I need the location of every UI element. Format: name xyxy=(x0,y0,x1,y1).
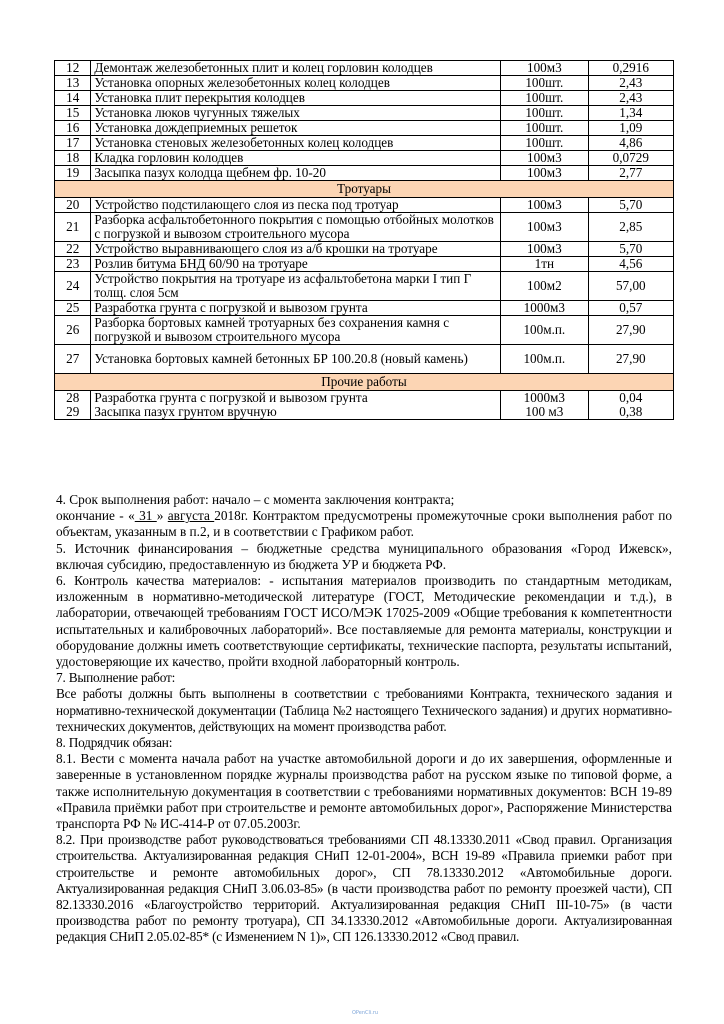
row-number: 19 xyxy=(55,166,91,181)
quantity: 2,43 xyxy=(588,91,673,106)
paragraph-8-1: 8.1. Вести с момента начала работ на участке автомобильной дороги и до их завершения, оформленные и заверенные в установленном порядке журналы производства работ на русском языке по типовой форме, а также исполнительную документация в соответствии с требованиями нормативных документов: ВСН 19-89 «Правила приёмки работ при строительстве и ремонте автомобильных дорог», Распоряжение Министерства транспорта РФ № ИС-414-Р от 07.05.2003г. xyxy=(56,751,672,832)
section-title: Тротуары xyxy=(55,181,674,198)
work-name: Устройство покрытия на тротуаре из асфальтобетона марки I тип Г толщ. слоя 5см xyxy=(91,272,501,301)
work-name: Разборка бортовых камней тротуарных без сохранения камня с погрузкой и вывозом строительного мусора xyxy=(91,316,501,345)
quantity: 1,09 xyxy=(588,121,673,136)
unit: 1000м3 xyxy=(501,391,589,406)
paragraph-4-start: 4. Срок выполнения работ: начало – с момента заключения контракта; xyxy=(56,492,455,507)
table-row xyxy=(55,345,674,374)
table-row xyxy=(55,242,674,257)
table-row xyxy=(55,213,674,242)
unit: 1тн xyxy=(501,257,589,272)
table-row xyxy=(55,316,674,345)
paragraph-8-title: 8. Подрядчик обязан: xyxy=(56,735,173,751)
quantity: 0,57 xyxy=(588,301,673,316)
table-row xyxy=(55,272,674,301)
row-number: 18 xyxy=(55,151,91,166)
deadline-prefix: окончание - « xyxy=(56,508,135,524)
work-name: Кладка горловин колодцев xyxy=(91,151,501,166)
works-table xyxy=(54,60,674,420)
work-name: Установка люков чугунных тяжелых xyxy=(91,106,501,121)
work-name: Демонтаж железобетонных плит и колец горловин колодцев xyxy=(91,61,501,76)
row-number: 29 xyxy=(55,405,91,420)
unit: 100м2 xyxy=(501,272,589,301)
work-name: Разработка грунта с погрузкой и вывозом грунта xyxy=(91,301,501,316)
quantity: 0,04 xyxy=(588,391,673,406)
paragraph-8-2: 8.2. При производстве работ руководствоваться требованиями СП 48.13330.2011 «Свод правил. Организация строительства. Актуализированная редакция СНиП 12-01-2004», ВСН 19-89 «Правила приемки работ при строительстве и ремонте автомобильных дорог», СП 78.13330.2012 «Автомобильные дороги. Актуализированная редакция СНиП 3.06.03-85» (в части производства работ по ремонту проезжей части), СП 82.13330.2016 «Благоустройство территорий. Актуализированная редакция СНиП III-10-75» (в части производства работ по ремонту тротуара), СП 34.13330.2012 «Автомобильные дороги. Актуализированная редакция СНиП 2.05.02-85* (с Изменением N 1)», СП 126.13330.2012 «Свод правил. xyxy=(56,832,672,945)
paragraph-7-title: 7. Выполнение работ: xyxy=(56,670,176,686)
quantity: 0,2916 xyxy=(588,61,673,76)
table-row xyxy=(55,136,674,151)
unit: 100м.п. xyxy=(501,316,589,345)
row-number: 15 xyxy=(55,106,91,121)
table-row xyxy=(55,301,674,316)
paragraph-7: Все работы должны быть выполнены в соответствии с требованиями Контракта, технического задания и нормативно-технической документации (Таблица №2 настоящего Технического задания) и других нормативно-технических документов, действующих на момент производства работ. xyxy=(56,686,672,734)
deadline-month: августа xyxy=(167,508,215,524)
quantity: 5,70 xyxy=(588,198,673,213)
section-header-other xyxy=(55,374,674,391)
row-number: 22 xyxy=(55,242,91,257)
watermark: OPenCli.ru xyxy=(352,1010,379,1016)
quantity: 2,85 xyxy=(588,213,673,242)
work-name: Засыпка пазух грунтом вручную xyxy=(91,405,501,420)
quantity: 2,43 xyxy=(588,76,673,91)
row-number: 12 xyxy=(55,61,91,76)
deadline-day: 31 xyxy=(134,508,157,524)
work-name: Разработка грунта с погрузкой и вывозом грунта xyxy=(91,391,501,406)
row-number: 27 xyxy=(55,345,91,374)
row-number: 25 xyxy=(55,301,91,316)
table-row xyxy=(55,257,674,272)
quantity: 1,34 xyxy=(588,106,673,121)
section-title: Прочие работы xyxy=(55,374,674,391)
row-number: 21 xyxy=(55,213,91,242)
row-number: 14 xyxy=(55,91,91,106)
paragraph-4-deadline xyxy=(56,508,672,540)
row-number: 24 xyxy=(55,272,91,301)
unit: 1000м3 xyxy=(501,301,589,316)
work-name: Установка бортовых камней бетонных БР 100.20.8 (новый камень) xyxy=(91,345,501,374)
unit: 100м.п. xyxy=(501,345,589,374)
table-row xyxy=(55,121,674,136)
row-number: 17 xyxy=(55,136,91,151)
table-row xyxy=(55,106,674,121)
unit: 100 м3 xyxy=(501,405,589,420)
row-number: 26 xyxy=(55,316,91,345)
paragraph-6: 6. Контроль качества материалов: - испытания материалов производить по стандартным методикам, изложенным в нормативно-методической литературе (ГОСТ, Методические рекомендации и т.д.), в лаборатории, отвечающей требованиям ГОСТ ИСО/МЭК 17025-2009 «Общие требования к компетентности испытательных и калибровочных лабораторий». Все поставляемые для ремонта материалы, конструкции и оборудование должны иметь соответствующие сертификаты, технические паспорта, результаты испытаний, удостоверяющие их качество, пройти входной лабораторный контроль. xyxy=(56,573,672,670)
table-row xyxy=(55,61,674,76)
quantity: 57,00 xyxy=(588,272,673,301)
unit: 100м3 xyxy=(501,198,589,213)
table-row xyxy=(55,91,674,106)
table-row xyxy=(55,166,674,181)
quantity: 27,90 xyxy=(588,316,673,345)
row-number: 23 xyxy=(55,257,91,272)
deadline-rest: 2018г. Контрактом предусмотрены промежуточные сроки выполнения работ по объектам, указанным в п.2, и в соответствии с Графиком работ. xyxy=(56,508,672,540)
quantity: 4,86 xyxy=(588,136,673,151)
unit: 100шт. xyxy=(501,91,589,106)
row-number: 13 xyxy=(55,76,91,91)
work-name: Установка плит перекрытия колодцев xyxy=(91,91,501,106)
table-row xyxy=(55,198,674,213)
unit: 100шт. xyxy=(501,76,589,91)
table-row xyxy=(55,76,674,91)
quantity: 4,56 xyxy=(588,257,673,272)
table-row xyxy=(55,405,674,420)
unit: 100м3 xyxy=(501,61,589,76)
table-row xyxy=(55,391,674,406)
quantity: 0,0729 xyxy=(588,151,673,166)
unit: 100шт. xyxy=(501,121,589,136)
work-name: Установка стеновых железобетонных колец колодцев xyxy=(91,136,501,151)
unit: 100шт. xyxy=(501,136,589,151)
work-name: Устройство выравнивающего слоя из а/б крошки на тротуаре xyxy=(91,242,501,257)
quantity: 5,70 xyxy=(588,242,673,257)
quantity: 27,90 xyxy=(588,345,673,374)
row-number: 28 xyxy=(55,391,91,406)
unit: 100м3 xyxy=(501,151,589,166)
work-name: Устройство подстилающего слоя из песка под тротуар xyxy=(91,198,501,213)
body-text xyxy=(56,492,672,946)
section-header-sidewalks xyxy=(55,181,674,198)
paragraph-5: 5. Источник финансирования – бюджетные средства муниципального образования «Город Ижевск», включая субсидию, предоставленную из бюджета УР и бюджета РФ. xyxy=(56,540,672,572)
work-name: Засыпка пазух колодца щебнем фр. 10-20 xyxy=(91,166,501,181)
work-name: Установка дождеприемных решеток xyxy=(91,121,501,136)
unit: 100м3 xyxy=(501,166,589,181)
work-name: Розлив битума БНД 60/90 на тротуаре xyxy=(91,257,501,272)
work-name: Установка опорных железобетонных колец колодцев xyxy=(91,76,501,91)
work-name: Разборка асфальтобетонного покрытия с помощью отбойных молотков с погрузкой и вывозом строительного мусора xyxy=(91,213,501,242)
quantity: 2,77 xyxy=(588,166,673,181)
quantity: 0,38 xyxy=(588,405,673,420)
row-number: 16 xyxy=(55,121,91,136)
deadline-mid: » xyxy=(156,508,168,524)
table-row xyxy=(55,151,674,166)
unit: 100шт. xyxy=(501,106,589,121)
row-number: 20 xyxy=(55,198,91,213)
unit: 100м3 xyxy=(501,213,589,242)
unit: 100м3 xyxy=(501,242,589,257)
